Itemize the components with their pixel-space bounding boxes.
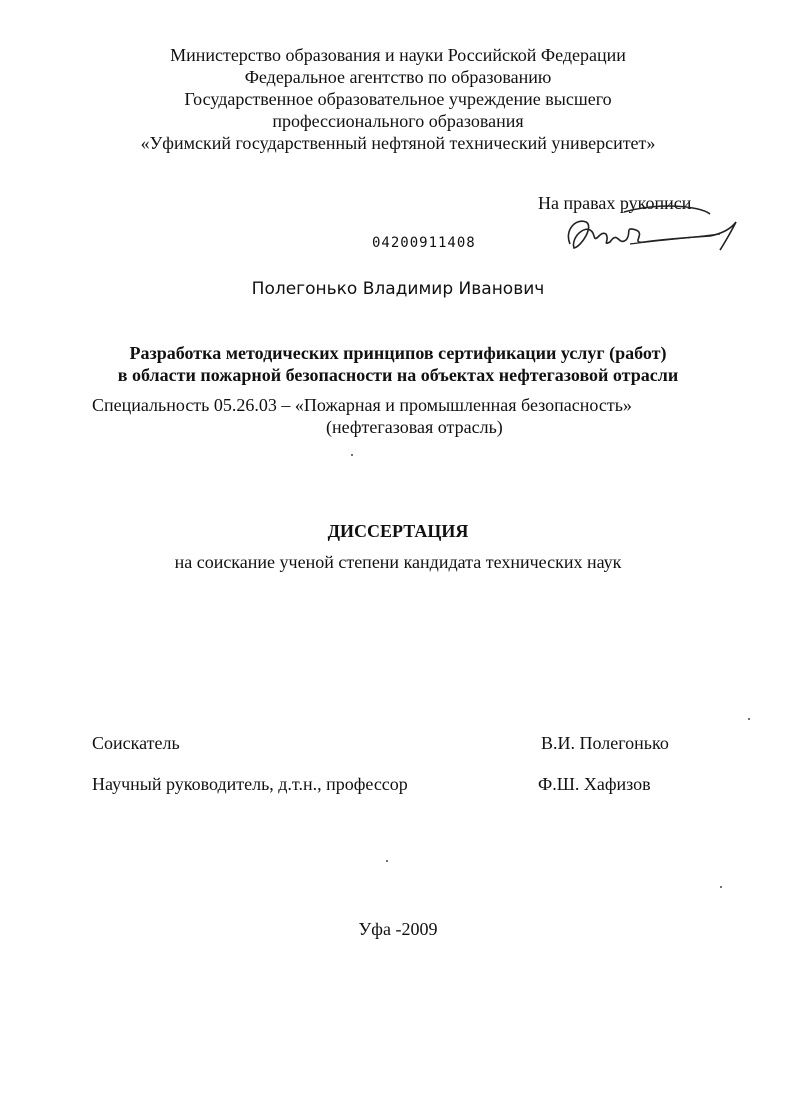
handwritten-signature bbox=[560, 200, 750, 260]
applicant-name: В.И. Полегонько bbox=[541, 733, 669, 753]
ministry-line: Министерство образования и науки Российской Федерации bbox=[170, 45, 626, 65]
specialty-line: Специальность 05.26.03 – «Пожарная и промышленная безопасность» bbox=[92, 395, 632, 415]
dissertation-title-line1: Разработка методических принципов сертификации услуг (работ) bbox=[129, 343, 667, 363]
applicant-label: Соискатель bbox=[92, 733, 180, 753]
university-name-line: «Уфимский государственный нефтяной технический университет» bbox=[140, 133, 656, 153]
scan-speck bbox=[720, 886, 722, 888]
supervisor-name: Ф.Ш. Хафизов bbox=[538, 774, 651, 794]
supervisor-label: Научный руководитель, д.т.н., профессор bbox=[92, 774, 408, 794]
registration-number: 04200911408 bbox=[372, 235, 476, 251]
author-name: Полегонько Владимир Иванович bbox=[251, 279, 545, 299]
scan-speck bbox=[748, 718, 750, 720]
degree-line: на соискание ученой степени кандидата технических наук bbox=[174, 552, 622, 572]
manuscript-note: На правах рукописи bbox=[538, 193, 692, 213]
specialty-branch: (нефтегазовая отрасль) bbox=[326, 417, 503, 437]
dissertation-title-line2: в области пожарной безопасности на объектах нефтегазовой отрасли bbox=[117, 365, 679, 385]
scan-speck bbox=[351, 454, 353, 456]
document-type-heading: ДИССЕРТАЦИЯ bbox=[327, 521, 469, 541]
institution-type-line: Государственное образовательное учреждение высшего bbox=[184, 89, 612, 109]
agency-line: Федеральное агентство по образованию bbox=[244, 67, 552, 87]
education-level-line: профессионального образования bbox=[272, 111, 524, 131]
city-year: Уфа -2009 bbox=[358, 919, 438, 939]
scan-speck bbox=[386, 860, 388, 862]
